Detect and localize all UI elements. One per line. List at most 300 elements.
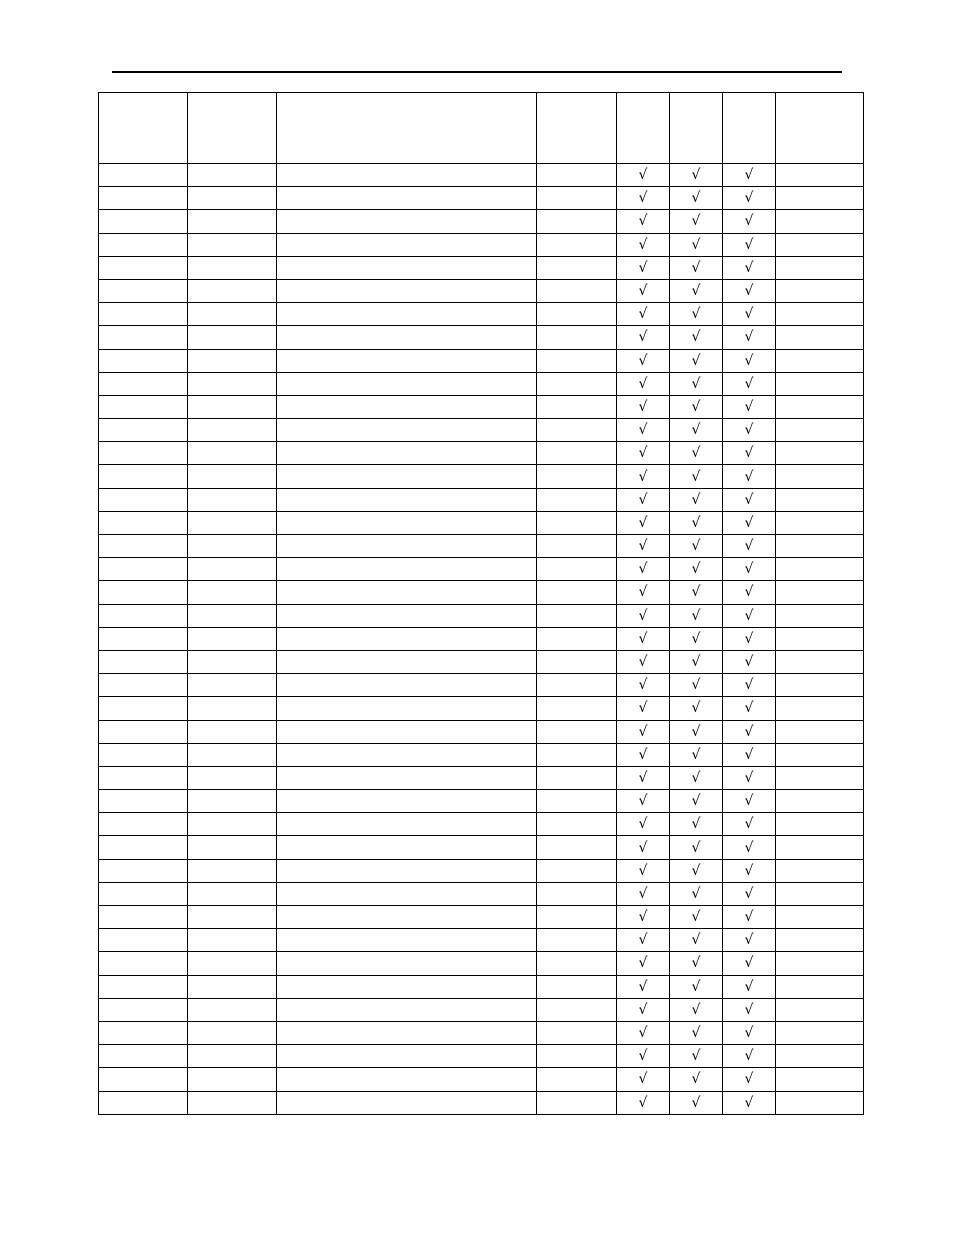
table-cell [99,650,188,673]
table-cell [277,906,537,929]
table-cell [99,1091,188,1114]
check-cell: √ [617,187,670,210]
table-row [99,813,864,836]
table-cell [188,674,277,697]
table-cell [537,303,617,326]
check-cell: √ [670,650,723,673]
table-cell [776,372,864,395]
table-cell [277,187,537,210]
table-row [99,929,864,952]
check-cell: √ [617,650,670,673]
table-cell [99,836,188,859]
table-cell [776,836,864,859]
table-cell [537,1045,617,1068]
table-row [99,303,864,326]
check-cell: √ [617,1068,670,1091]
column-header [99,93,188,164]
check-cell: √ [723,442,776,465]
check-cell: √ [723,627,776,650]
table-cell [277,581,537,604]
table-cell [277,743,537,766]
check-cell: √ [670,813,723,836]
check-cell: √ [670,187,723,210]
table-row [99,395,864,418]
check-cell: √ [723,929,776,952]
check-cell: √ [617,395,670,418]
table-cell [277,975,537,998]
check-cell: √ [670,882,723,905]
table-row [99,372,864,395]
table-row [99,604,864,627]
table-cell [537,720,617,743]
table-cell [776,604,864,627]
table-cell [537,372,617,395]
table-cell [537,349,617,372]
table-cell [277,790,537,813]
table-row [99,558,864,581]
check-cell: √ [723,813,776,836]
table-cell [277,256,537,279]
table-cell [776,1021,864,1044]
table-cell [188,1091,277,1114]
table-cell [537,766,617,789]
table-cell [277,1091,537,1114]
check-cell: √ [617,790,670,813]
check-cell: √ [617,233,670,256]
check-cell: √ [723,210,776,233]
check-cell: √ [670,836,723,859]
table-cell [776,442,864,465]
table-cell [277,395,537,418]
table-cell [188,998,277,1021]
table-row [99,1045,864,1068]
check-cell: √ [670,164,723,187]
table-cell [188,929,277,952]
table-cell [99,720,188,743]
table-cell [277,465,537,488]
table-cell [277,697,537,720]
table-cell [537,952,617,975]
table-cell [277,813,537,836]
table-cell [537,210,617,233]
check-cell: √ [617,952,670,975]
table-cell [277,859,537,882]
check-cell: √ [617,674,670,697]
table-cell [537,558,617,581]
table-cell [277,558,537,581]
table-cell [537,1068,617,1091]
table-cell [537,859,617,882]
table-row [99,743,864,766]
check-cell: √ [670,604,723,627]
table-cell [277,233,537,256]
table-cell [277,650,537,673]
check-cell: √ [670,697,723,720]
table-cell [277,952,537,975]
table-cell [537,604,617,627]
table-cell [99,1021,188,1044]
table-cell [188,604,277,627]
table-cell [776,1068,864,1091]
check-cell: √ [617,929,670,952]
table-cell [188,975,277,998]
table-cell [188,210,277,233]
table-cell [99,558,188,581]
check-cell: √ [617,558,670,581]
table-cell [776,419,864,442]
table-row [99,1021,864,1044]
table-cell [776,674,864,697]
check-cell: √ [723,511,776,534]
table-cell [277,210,537,233]
check-cell: √ [670,303,723,326]
table-cell [99,604,188,627]
table-row [99,1091,864,1114]
table-row [99,256,864,279]
table-cell [99,674,188,697]
check-cell: √ [723,720,776,743]
check-cell: √ [617,419,670,442]
table-cell [776,465,864,488]
table-cell [537,164,617,187]
check-cell: √ [617,303,670,326]
check-cell: √ [670,859,723,882]
table-cell [188,1045,277,1068]
table-cell [537,906,617,929]
table-cell [99,627,188,650]
check-cell: √ [617,326,670,349]
column-header [776,93,864,164]
table-cell [537,674,617,697]
table-cell [99,859,188,882]
table-cell [99,233,188,256]
table-cell [188,627,277,650]
check-cell: √ [723,349,776,372]
table-cell [99,279,188,302]
table-row [99,535,864,558]
check-cell: √ [617,813,670,836]
check-cell: √ [670,581,723,604]
table-cell [537,1091,617,1114]
table-cell [99,906,188,929]
check-cell: √ [617,697,670,720]
table-cell [277,303,537,326]
check-cell: √ [617,766,670,789]
check-cell: √ [723,882,776,905]
check-cell: √ [670,720,723,743]
table-cell [188,581,277,604]
table-cell [776,511,864,534]
table-row [99,882,864,905]
column-header [537,93,617,164]
check-cell: √ [617,488,670,511]
check-cell: √ [617,349,670,372]
check-cell: √ [617,372,670,395]
table-cell [99,303,188,326]
table-cell [776,813,864,836]
table-cell [277,674,537,697]
table-cell [537,790,617,813]
check-cell: √ [670,442,723,465]
table-cell [99,998,188,1021]
table-cell [537,650,617,673]
table-row [99,233,864,256]
check-cell: √ [670,627,723,650]
table-cell [776,859,864,882]
check-cell: √ [670,535,723,558]
table-cell [188,488,277,511]
table-cell [188,813,277,836]
table-cell [188,743,277,766]
check-cell: √ [723,326,776,349]
check-cell: √ [617,906,670,929]
table-cell [99,210,188,233]
table-row [99,906,864,929]
table-cell [537,743,617,766]
check-cell: √ [723,558,776,581]
check-cell: √ [670,419,723,442]
table-cell [537,836,617,859]
table-cell [99,790,188,813]
table-cell [277,349,537,372]
check-cell: √ [617,604,670,627]
table-cell [776,929,864,952]
table-header [99,93,864,164]
check-cell: √ [723,836,776,859]
table-cell [537,511,617,534]
table-cell [99,349,188,372]
check-cell: √ [617,975,670,998]
check-cell: √ [723,1068,776,1091]
table-cell [188,279,277,302]
table-row [99,790,864,813]
table-cell [188,326,277,349]
table-cell [277,535,537,558]
table-cell [776,210,864,233]
table-row [99,488,864,511]
check-cell: √ [670,488,723,511]
table-cell [537,535,617,558]
check-cell: √ [723,766,776,789]
table-cell [776,256,864,279]
check-cell: √ [670,256,723,279]
check-cell: √ [670,743,723,766]
table-cell [776,952,864,975]
table-cell [776,581,864,604]
table-row [99,720,864,743]
table-cell [537,419,617,442]
check-cell: √ [670,210,723,233]
table-cell [99,511,188,534]
header-rule [112,71,842,73]
column-header [670,93,723,164]
check-cell: √ [617,279,670,302]
table-cell [188,882,277,905]
check-cell: √ [670,465,723,488]
check-cell: √ [617,1045,670,1068]
table-cell [188,836,277,859]
check-cell: √ [723,674,776,697]
check-cell: √ [723,581,776,604]
table-cell [776,349,864,372]
table-cell [277,604,537,627]
table-cell [537,1021,617,1044]
table-cell [537,187,617,210]
column-header [277,93,537,164]
table-cell [776,697,864,720]
table-cell [277,720,537,743]
table-cell [188,256,277,279]
table-cell [277,279,537,302]
table-cell [776,187,864,210]
table-row [99,975,864,998]
table-cell [277,998,537,1021]
table-cell [537,279,617,302]
check-cell: √ [723,279,776,302]
check-cell: √ [617,164,670,187]
table-cell [537,627,617,650]
table-cell [776,233,864,256]
table-row [99,511,864,534]
check-cell: √ [723,419,776,442]
table-row [99,627,864,650]
table-cell [188,187,277,210]
table-cell [99,882,188,905]
table-cell [188,859,277,882]
check-cell: √ [723,697,776,720]
table-cell [277,836,537,859]
table-cell [188,1068,277,1091]
check-cell: √ [617,210,670,233]
check-cell: √ [670,1091,723,1114]
table-cell [537,326,617,349]
table-cell [776,535,864,558]
table-cell [537,395,617,418]
table-cell [776,303,864,326]
table-row [99,210,864,233]
table-cell [537,882,617,905]
check-cell: √ [670,349,723,372]
table-cell [776,882,864,905]
table-cell [188,697,277,720]
table-cell [776,1045,864,1068]
table-row [99,952,864,975]
table-cell [537,233,617,256]
table-cell [277,882,537,905]
table-cell [776,558,864,581]
table-cell [99,442,188,465]
check-cell: √ [670,952,723,975]
table-cell [99,164,188,187]
table-cell [188,952,277,975]
table-row [99,419,864,442]
check-cell: √ [723,952,776,975]
table-cell [99,187,188,210]
table-cell [188,372,277,395]
table-row [99,187,864,210]
table-cell [776,906,864,929]
table-cell [99,766,188,789]
table-cell [776,720,864,743]
table-row [99,859,864,882]
check-cell: √ [723,233,776,256]
table-cell [776,279,864,302]
table-cell [188,535,277,558]
table-cell [188,766,277,789]
table-cell [99,419,188,442]
table-cell [537,697,617,720]
table-cell [188,558,277,581]
table-cell [277,766,537,789]
table-cell [99,743,188,766]
table-cell [776,766,864,789]
table-row [99,766,864,789]
check-cell: √ [617,859,670,882]
table-cell [537,998,617,1021]
check-cell: √ [670,906,723,929]
check-cell: √ [617,836,670,859]
check-cell: √ [670,1045,723,1068]
table-cell [776,790,864,813]
table-row [99,650,864,673]
table-cell [277,372,537,395]
table-cell [277,488,537,511]
table-row [99,697,864,720]
check-cell: √ [670,975,723,998]
check-cell: √ [670,395,723,418]
check-cell: √ [617,743,670,766]
table-cell [188,511,277,534]
table-cell [99,488,188,511]
check-cell: √ [617,535,670,558]
check-cell: √ [617,511,670,534]
check-cell: √ [723,187,776,210]
table-cell [99,929,188,952]
check-cell: √ [617,720,670,743]
check-cell: √ [670,558,723,581]
table-cell [537,581,617,604]
table-cell [776,326,864,349]
table-cell [277,164,537,187]
table-cell [277,1021,537,1044]
table-row [99,442,864,465]
table-cell [188,303,277,326]
check-cell: √ [723,164,776,187]
check-cell: √ [617,627,670,650]
table-cell [188,395,277,418]
check-cell: √ [670,279,723,302]
table-cell [99,256,188,279]
check-cell: √ [670,326,723,349]
table-cell [776,1091,864,1114]
check-cell: √ [670,790,723,813]
table-cell [776,627,864,650]
table-cell [277,627,537,650]
check-cell: √ [723,743,776,766]
table-row [99,836,864,859]
check-cell: √ [670,929,723,952]
table-cell [188,906,277,929]
table-cell [776,395,864,418]
table-cell [99,465,188,488]
table-cell [776,650,864,673]
table-row [99,998,864,1021]
table-row [99,279,864,302]
check-cell: √ [723,256,776,279]
column-header [723,93,776,164]
check-cell: √ [617,581,670,604]
table-cell [99,326,188,349]
